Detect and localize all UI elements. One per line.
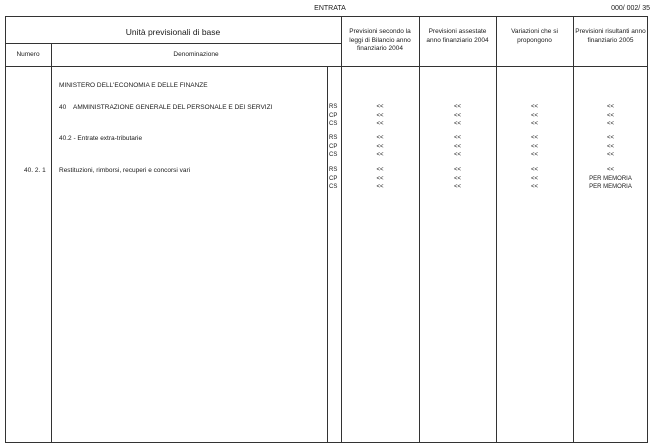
row-40-2-prev-risultanti: << << << xyxy=(606,135,614,158)
row-40-codes: RS CP CS xyxy=(329,104,338,127)
header-unita-previsionali: Unità previsionali di base xyxy=(125,27,221,37)
row-40-2-variazioni: << << << xyxy=(530,135,538,158)
row-40-2-1-prev-assestate: << << << xyxy=(453,167,461,190)
row-40-2-prev-leggi: << << << xyxy=(376,135,384,158)
header-numero: Numero xyxy=(16,51,40,58)
row-40-prev-assestate: << << << xyxy=(453,104,461,127)
row-40-2-1-number: 40. 2. 1 xyxy=(24,167,46,174)
header-prev-leggi: Previsioni secondo la leggi di Bilancio anno finanziario 2004 xyxy=(349,28,411,52)
row-40-2-label: 40.2 - Entrate extra-tributarie xyxy=(59,135,143,142)
col-divider-4 xyxy=(573,16,574,443)
row-40-2-1-variazioni: << << << xyxy=(530,167,538,190)
row-40-label: AMMINISTRAZIONE GENERALE DEL PERSONALE E DEI SERVIZI xyxy=(73,104,273,111)
ministero-label: MINISTERO DELL'ECONOMIA E DELLE FINANZE xyxy=(59,82,208,89)
col-divider-2 xyxy=(419,16,420,443)
col-divider-codes-right xyxy=(341,16,342,443)
header-variazioni: Variazioni che si propongono xyxy=(511,28,558,44)
header-divider xyxy=(5,43,341,44)
row-40-2-1-codes: RS CP CS xyxy=(329,167,338,190)
row-40-number: 40 xyxy=(59,104,67,111)
header-prev-risultanti: Previsioni risultanti anno finanziario 2005 xyxy=(575,28,646,44)
row-40-prev-risultanti: << << << xyxy=(606,104,614,127)
row-40-2-1-prev-leggi: << << << xyxy=(376,167,384,190)
row-40-2-prev-assestate: << << << xyxy=(453,135,461,158)
header-denominazione: Denominazione xyxy=(173,51,219,58)
row-40-2-1-prev-risultanti: << PER MEMORIA PER MEMORIA xyxy=(589,167,632,190)
header-prev-assestate: Previsioni assestate anno finanziario 2004 xyxy=(426,28,489,44)
page-title: ENTRATA xyxy=(314,5,346,12)
row-40-2-1-label: Restituzioni, rimborsi, recuperi e concorsi vari xyxy=(59,167,191,174)
row-40-variazioni: << << << xyxy=(530,104,538,127)
col-divider-3 xyxy=(496,16,497,443)
page-reference: 000/ 002/ 35 xyxy=(611,5,650,12)
row-40-2-codes: RS CP CS xyxy=(329,135,338,158)
col-divider-numero xyxy=(51,43,52,443)
row-40-prev-leggi: << << << xyxy=(376,104,384,127)
col-divider-codes-left xyxy=(327,66,328,443)
